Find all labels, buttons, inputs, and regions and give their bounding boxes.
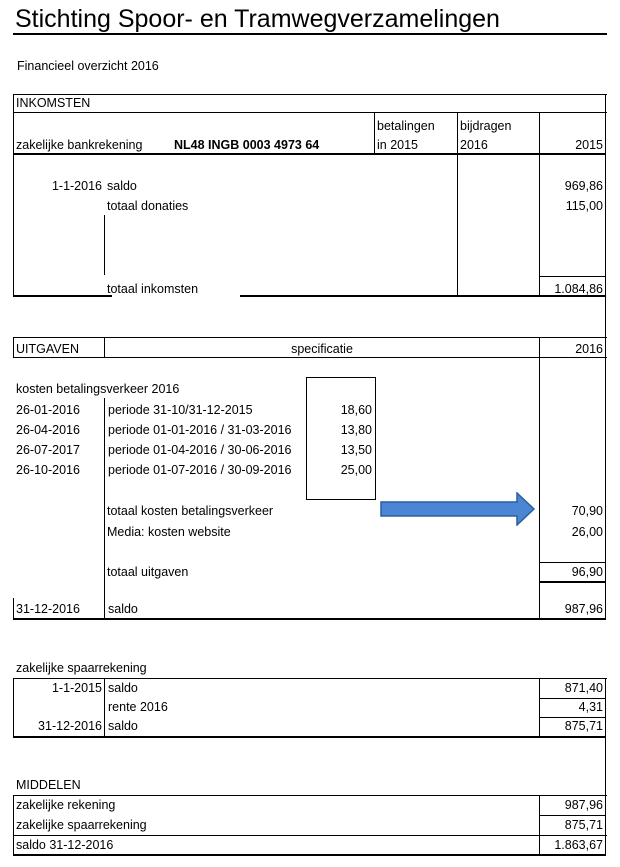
table-row-date: 26-01-2016 (16, 403, 80, 417)
table-row-date: 26-07-2017 (16, 443, 80, 457)
spec-value: 13,80 (340, 423, 372, 437)
spaar-heading: zakelijke spaarrekening (16, 661, 147, 675)
table-row-amount: 871,40 (564, 681, 603, 695)
media-amount: 26,00 (571, 525, 603, 539)
group-label: kosten betalingsverkeer 2016 (16, 382, 180, 396)
page-title: Stichting Spoor- en Tramwegverzamelingen (15, 5, 500, 33)
middelen-row-amount: 1.863,67 (554, 838, 603, 852)
table-row-amount: 875,71 (564, 719, 603, 733)
middelen-heading: MIDDELEN (16, 778, 81, 792)
saldo-date: 31-12-2016 (16, 602, 80, 616)
table-row-label: totaal donaties (107, 199, 189, 213)
table-row-label: saldo (108, 719, 138, 733)
col-specificatie: specificatie (291, 342, 353, 356)
spec-value: 18,60 (340, 403, 372, 417)
col-bijdragen-2: 2016 (460, 138, 488, 152)
table-row-label: periode 01-04-2016 / 30-06-2016 (108, 443, 292, 457)
saldo-amount: 987,96 (564, 602, 603, 616)
uitgaven-heading: UITGAVEN (16, 342, 79, 356)
total-uitgaven-label: totaal uitgaven (107, 565, 189, 579)
spec-value: 25,00 (340, 463, 372, 477)
account-label: zakelijke bankrekening (16, 138, 143, 152)
table-row-date: 26-10-2016 (16, 463, 80, 477)
middelen-row-amount: 875,71 (564, 818, 603, 832)
right-arrow-icon (380, 492, 536, 526)
total-kosten-amount: 70,90 (571, 504, 603, 518)
col-bijdragen-1: bijdragen (460, 119, 512, 133)
table-row-label: periode 01-07-2016 / 30-09-2016 (108, 463, 292, 477)
specification-box (306, 377, 376, 500)
table-row-date: 1-1-2016 (51, 179, 102, 193)
table-row-label: periode 01-01-2016 / 31-03-2016 (108, 423, 292, 437)
saldo-label: saldo (108, 602, 138, 616)
middelen-row-amount: 987,96 (564, 798, 603, 812)
total-kosten-label: totaal kosten betalingsverkeer (107, 504, 274, 518)
middelen-row-label: zakelijke spaarrekening (16, 818, 147, 832)
total-inkomsten-label: totaal inkomsten (107, 282, 199, 296)
total-uitgaven-amount: 96,90 (571, 565, 603, 579)
table-row-label: saldo (108, 681, 138, 695)
col-betalingen-1: betalingen (377, 119, 435, 133)
spec-value: 13,50 (340, 443, 372, 457)
table-row-label: rente 2016 (108, 700, 168, 714)
table-row-date: 26-04-2016 (16, 423, 80, 437)
table-row-amount: 4,31 (578, 700, 603, 714)
middelen-row-label: saldo 31-12-2016 (16, 838, 114, 852)
total-inkomsten-amount: 1.084,86 (554, 282, 603, 296)
report-subtitle: Financieel overzicht 2016 (17, 59, 159, 73)
title-rule (13, 33, 607, 35)
table-row-amount: 115,00 (565, 199, 603, 213)
table-row-date: 31-12-2016 (38, 719, 102, 733)
table-row-amount: 969,86 (564, 179, 603, 193)
iban: NL48 INGB 0003 4973 64 (174, 138, 320, 152)
inkomsten-heading: INKOMSTEN (16, 96, 91, 110)
table-row-date: 1-1-2015 (51, 681, 102, 695)
table-row-label: periode 31-10/31-12-2015 (108, 403, 253, 417)
col-year: 2015 (575, 138, 603, 152)
media-label: Media: kosten website (107, 525, 231, 539)
middelen-row-label: zakelijke rekening (16, 798, 116, 812)
col-year: 2016 (575, 342, 603, 356)
col-betalingen-2: in 2015 (377, 138, 419, 152)
table-row-label: saldo (107, 179, 137, 193)
